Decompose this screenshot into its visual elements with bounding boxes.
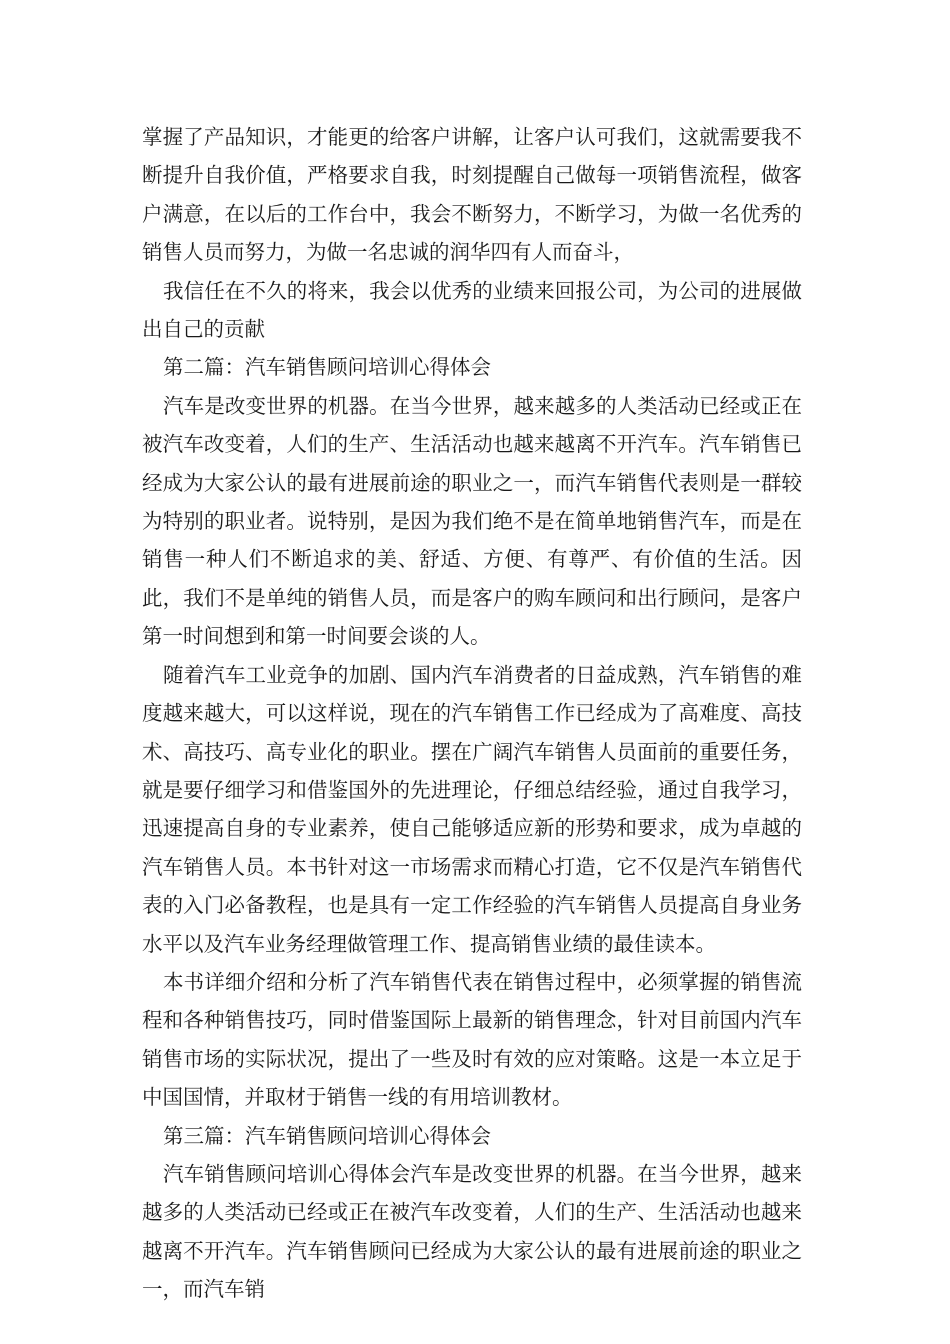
paragraph: 汽车是改变世界的机器。在当今世界，越来越多的人类活动已经或正在被汽车改变着，人们的生产、生活活动也越来越离不开汽车。汽车销售已经成为大家公认的最有进展前途的职业之一，而汽车销售代表则是一群较为特别的职业者。说特别，是因为我们绝不是在简单地销售汽车，而是在销售一种人们不断追求的美、舒适、方便、有尊严、有价值的生活。因此，我们不是单纯的销售人员，而是客户的购车顾问和出行顾问，是客户第一时间想到和第一时间要会谈的人。 bbox=[142, 393, 802, 649]
paragraph: 掌握了产品知识，才能更的给客户讲解，让客户认可我们，这就需要我不断提升自我价值，严格要求自我，时刻提醒自己做每一项销售流程，做客户满意，在以后的工作台中，我会不断努力，不断学习，为做一名优秀的销售人员而努力，为做一名忠诚的润华四有人而奋斗， bbox=[142, 125, 802, 265]
section-heading: 第二篇：汽车销售顾问培训心得体会 bbox=[163, 355, 491, 380]
paragraph: 随着汽车工业竞争的加剧、国内汽车消费者的日益成熟，汽车销售的难度越来越大，可以这样说，现在的汽车销售工作已经成为了高难度、高技术、高技巧、高专业化的职业。摆在广阔汽车销售人员面前的重要任务，就是要仔细学习和借鉴国外的先进理论，仔细总结经验，通过自我学习，迅速提高自身的专业素养，使自己能够适应新的形势和要求，成为卓越的汽车销售人员。本书针对这一市场需求而精心打造，它不仅是汽车销售代表的入门必备教程，也是具有一定工作经验的汽车销售人员提高自身业务水平以及汽车业务经理做管理工作、提高销售业绩的最佳读本。 bbox=[142, 662, 802, 956]
paragraph: 汽车销售顾问培训心得体会汽车是改变世界的机器。在当今世界，越来越多的人类活动已经或正在被汽车改变着，人们的生产、生活活动也越来越离不开汽车。汽车销售顾问已经成为大家公认的最有进展前途的职业之一，而汽车销 bbox=[142, 1161, 802, 1302]
document-body bbox=[142, 118, 802, 1309]
paragraph: 本书详细介绍和分析了汽车销售代表在销售过程中，必须掌握的销售流程和各种销售技巧，同时借鉴国际上最新的销售理念，针对目前国内汽车销售市场的实际状况，提出了一些及时有效的应对策略。这是一本立足于中国国情，并取材于销售一线的有用培训教材。 bbox=[142, 969, 802, 1110]
section-heading: 第三篇：汽车销售顾问培训心得体会 bbox=[163, 1123, 491, 1148]
paragraph: 我信任在不久的将来，我会以优秀的业绩来回报公司，为公司的进展做出自己的贡献 bbox=[142, 278, 802, 342]
